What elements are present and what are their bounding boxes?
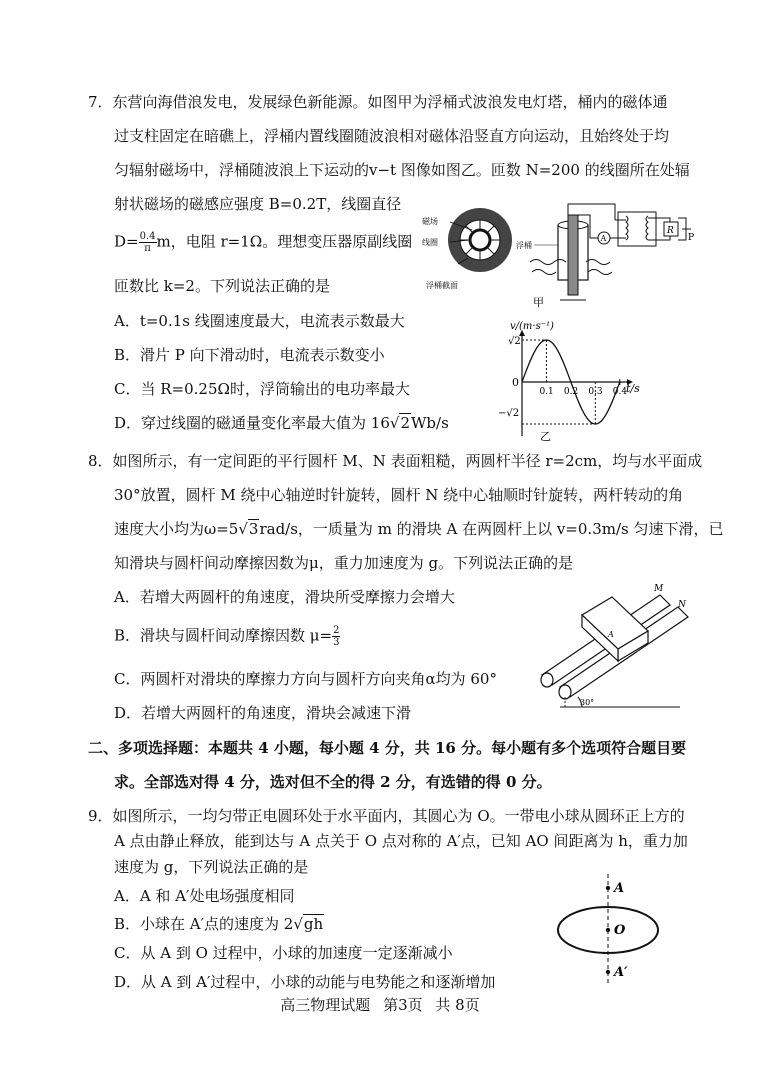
x-tick-0.4: 0.4 bbox=[612, 387, 628, 397]
rod-n-end bbox=[559, 685, 571, 699]
figure-q8-rods bbox=[520, 575, 710, 715]
label-magnetic-field: 磁场 bbox=[422, 217, 438, 226]
q8-option-a: A．若增大两圆杆的角速度，滑块所受摩擦力会增大 bbox=[114, 588, 455, 606]
q8-option-c: C．两圆杆对滑块的摩擦力方向与圆杆方向夹角α均为 60° bbox=[114, 670, 497, 688]
q7-line-2: 过支柱固定在暗礁上，浮桶内置线圈随波浪相对磁体沿竖直方向运动，且始终处于均 bbox=[114, 127, 670, 145]
label-buoy-section: 浮桶截面 bbox=[426, 281, 458, 290]
q7-line-4: 射状磁场的磁感应强度 B=0.2T，线圈直径 bbox=[114, 195, 402, 213]
q7-option-d-text: D．穿过线圈的磁通量变化率最大值为 16 bbox=[114, 414, 390, 432]
q7-d-label: D= bbox=[114, 232, 139, 251]
label-buoy: 浮桶 bbox=[516, 241, 532, 250]
figure-jia-caption: 甲 bbox=[533, 296, 544, 309]
x-tick-0.2: 0.2 bbox=[563, 387, 579, 397]
footer-page: 第3页 bbox=[383, 996, 423, 1014]
q8-option-d: D．若增大两圆杆的角速度，滑块会减速下滑 bbox=[114, 704, 412, 722]
q7-option-d-radicand: 2 bbox=[400, 414, 410, 432]
q7-line-1: 7．东营向海借浪发电，发展绿色新能源。如图甲为浮桶式波浪发电灯塔，桶内的磁体通 bbox=[88, 93, 668, 111]
y-tick-top: √2 bbox=[508, 336, 521, 347]
q7-d-denominator: π bbox=[144, 243, 151, 254]
q8-mu-numerator: 2 bbox=[333, 625, 340, 636]
footer-total: 共 8页 bbox=[435, 996, 480, 1014]
primary-coil bbox=[626, 216, 628, 240]
figure-yi-vt-chart bbox=[470, 318, 660, 446]
point-a bbox=[606, 886, 610, 890]
q7-d-rest: m，电阻 r=1Ω。理想变压器原副线圈 bbox=[156, 232, 413, 251]
x-axis-label: t/s bbox=[626, 382, 640, 395]
ammeter-label: A bbox=[600, 234, 607, 243]
q7-option-d-unit: Wb/s bbox=[411, 414, 449, 432]
q8-mu-denominator: 3 bbox=[333, 637, 340, 648]
q8-option-b bbox=[114, 625, 340, 648]
rod-label-m: M bbox=[654, 584, 664, 594]
transformer-frame bbox=[618, 212, 656, 246]
q7-line-3: 匀辐射磁场中，浮桶随波浪上下运动的v−t 图像如图乙。匝数 N=200 的线圈所在处辐 bbox=[114, 161, 690, 179]
q8-option-b-text: B．滑块与圆杆间动摩擦因数 μ= bbox=[114, 626, 333, 645]
q8-mu-fraction bbox=[332, 625, 340, 648]
q8-line-4: 知滑块与圆杆间动摩擦因数为μ，重力加速度为 g。下列说法正确的是 bbox=[114, 554, 574, 572]
x-tick-0.1: 0.1 bbox=[539, 387, 554, 397]
q7-option-d-sqrt-sign: √ bbox=[389, 414, 400, 432]
section-2-line-2: 求。全部选对得 4 分，选对但不全的得 2 分，有选错的得 0 分。 bbox=[114, 773, 552, 791]
q9-option-a: A．A 和 A′处电场强度相同 bbox=[114, 887, 295, 905]
angle-label: 30° bbox=[580, 698, 595, 707]
y-axis-label: v/(m·s⁻¹) bbox=[510, 321, 554, 332]
q7-line-5 bbox=[114, 231, 412, 254]
q9-line-2: A 点由静止释放，能到达与 A 点关于 O 点对称的 A′点，已知 AO 间距离为 h，重力加 bbox=[114, 832, 688, 850]
point-o bbox=[606, 928, 610, 932]
y-tick-zero: 0 bbox=[512, 376, 519, 389]
q7-option-d bbox=[114, 413, 449, 433]
q9-option-c: C．从 A 到 O 过程中，小球的加速度一定逐渐减小 bbox=[114, 944, 453, 962]
q9-sqrt-sign: √ bbox=[293, 915, 303, 933]
magnet-pillar bbox=[568, 215, 578, 295]
q7-d-fraction bbox=[139, 231, 157, 254]
section-2-line-1: 二、多项选择题：本题共 4 小题，每小题 4 分，共 16 分。每小题有多个选项符合题目要 bbox=[88, 739, 687, 757]
q9-option-b-text: B．小球在 A′点的速度为 2 bbox=[114, 915, 294, 933]
secondary-coil bbox=[646, 216, 648, 240]
y-tick-bottom: −√2 bbox=[498, 408, 520, 419]
q8-line-3 bbox=[114, 519, 723, 539]
q9-line-1: 9．如图所示，一均匀带正电圆环处于水平面内，其圆心为 O。一带电小球从圆环正上方的 bbox=[88, 807, 685, 825]
rod-label-n: N bbox=[678, 600, 686, 610]
label-point-a: A bbox=[614, 881, 625, 896]
q9-option-b bbox=[114, 914, 324, 934]
q7-option-a: A．t=0.1s 线圈速度最大，电流表示数最大 bbox=[114, 312, 405, 330]
label-coil: 线圈 bbox=[422, 238, 438, 247]
q8-line-2: 30°放置，圆杆 M 绕中心轴逆时针旋转，圆杆 N 绕中心轴顺时针旋转，两杆转动的角 bbox=[114, 486, 684, 504]
q8-radicand: 3 bbox=[248, 520, 259, 538]
label-point-a-prime: A′ bbox=[614, 965, 628, 980]
q9-option-d: D．从 A 到 A′过程中，小球的动能与电势能之和逐渐增加 bbox=[114, 973, 496, 991]
resistor-label: R bbox=[667, 226, 674, 236]
q7-option-c: C．当 R=0.25Ω时，浮筒输出的电功率最大 bbox=[114, 380, 410, 398]
slider-label: P bbox=[688, 233, 695, 243]
q7-line-6: 匝数比 k=2。下列说法正确的是 bbox=[114, 277, 330, 295]
q7-d-numerator: 0.4 bbox=[139, 231, 156, 242]
point-a-prime bbox=[606, 970, 610, 974]
block-label-a: A bbox=[608, 630, 614, 639]
label-point-o: O bbox=[614, 923, 626, 938]
x-tick-0.3: 0.3 bbox=[588, 387, 603, 397]
footer-title: 高三物理试题 bbox=[280, 996, 371, 1014]
figure-q9-ring bbox=[548, 870, 688, 992]
rod-m-end bbox=[541, 673, 553, 687]
q8-line-3-rest: rad/s，一质量为 m 的滑块 A 在两圆杆上以 v=0.3m/s 匀速下滑，已 bbox=[259, 520, 724, 538]
q7-option-b: B．滑片 P 向下滑动时，电流表示数变小 bbox=[114, 346, 385, 364]
q8-line-3-text: 速度大小均为ω=5 bbox=[114, 520, 239, 538]
figure-yi-caption: 乙 bbox=[540, 430, 551, 443]
q8-line-1: 8．如图所示，有一定间距的平行圆杆 M、N 表面粗糙，两圆杆半径 r=2cm，均与水平面成 bbox=[88, 452, 703, 470]
q8-sqrt-sign: √ bbox=[238, 520, 248, 538]
q9-radicand: gh bbox=[303, 915, 324, 933]
page-footer bbox=[0, 994, 760, 1015]
figure-jia bbox=[420, 200, 720, 312]
q9-line-3: 速度为 g，下列说法正确的是 bbox=[114, 858, 309, 876]
